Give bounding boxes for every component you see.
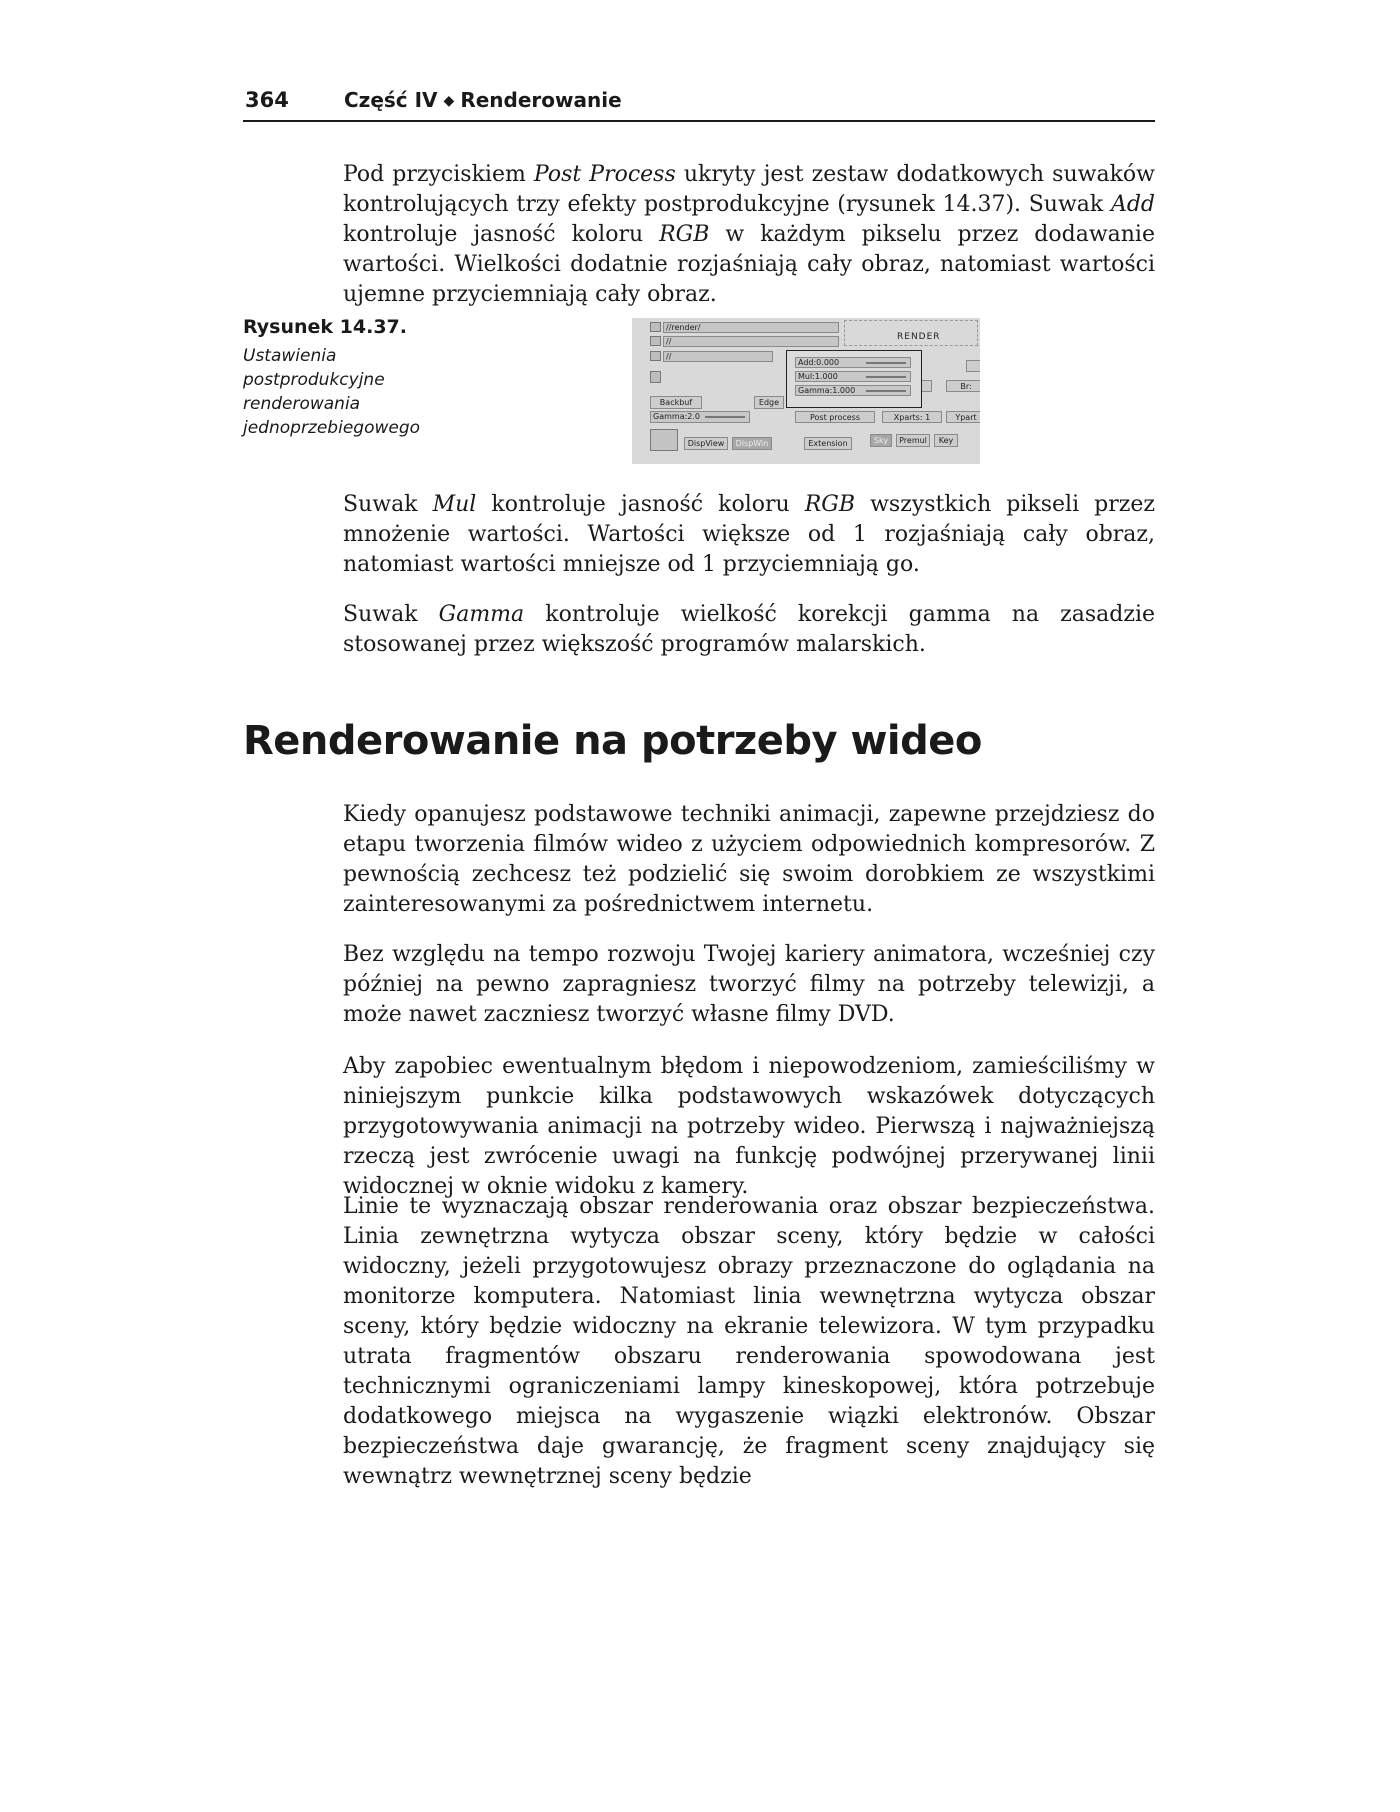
render-label: RENDER: [897, 332, 941, 342]
post-process-button: Post process: [795, 411, 875, 423]
chapter-title: [344, 88, 622, 112]
xparts-field: Xparts: 1: [882, 411, 942, 423]
folder-icon: [650, 351, 661, 361]
paragraph-video-intro: Kiedy opanujesz podstawowe techniki animacji, zapewne przejdziesz do etapu tworzenia filmów wideo z użyciem odpowiednich kompresorów. Z pewnością zechcesz też podzielić się swoim dorobkiem ze wszystkimi zainteresowanymi za pośrednictwem internetu.: [343, 802, 1155, 917]
render-path-field: //render/: [663, 322, 839, 333]
extension-button: Extension: [804, 437, 852, 450]
paragraph-tips: Aby zapobiec ewentualnym błędom i niepowodzeniom, zamieściliśmy w niniejszym punkcie kilka podstawowych wskazówek dotyczących przygotowywania animacji na potrzeby wideo. Pierwszą i najważniejszą rzeczą jest zwrócenie uwagi na funkcję podwójnej przerywanej linii widocznej w oknie widoku z kamery.: [343, 1054, 1155, 1199]
section-label: Renderowanie: [460, 88, 622, 112]
folder-icon: [650, 336, 661, 346]
mini-button-2: [966, 360, 980, 372]
running-header: [243, 84, 1155, 122]
diamond-separator-icon: ◆: [443, 93, 455, 109]
premul-button: Premul: [896, 434, 930, 447]
figure-caption-text: Ustawienia postprodukcyjne renderowania jednoprzebiegowego: [243, 346, 421, 438]
ypart-field: Ypart: [946, 411, 980, 423]
folder-icon: [650, 322, 661, 332]
backbuf-button: Backbuf: [650, 396, 702, 409]
edge-button: Edge: [754, 396, 784, 409]
key-button: Key: [934, 434, 958, 447]
post-process-popup: [786, 350, 922, 408]
dispwin-button: DispWin: [732, 437, 772, 450]
paragraph-gamma: Suwak Gamma kontroluje wielkość korekcji gamma na zasadzie stosowanej przez większość programów malarskich.: [343, 602, 1155, 657]
gamma-slider: Gamma:2.0: [650, 411, 750, 423]
paragraph-mul: Suwak Mul kontroluje jasność koloru RGB wszystkich pikseli przez mnożenie wartości. Wartości większe od 1 rozjaśniają cały obraz, natomiast wartości mniejsze od 1 przyciemniają go.: [343, 492, 1155, 577]
page-number: 364: [245, 88, 289, 112]
paragraph-career: Bez względu na tempo rozwoju Twojej kariery animatora, wcześniej czy później na pewno zapragniesz tworzyć filmy na potrzeby telewizji, a może nawet zaczniesz tworzyć własne filmy DVD.: [343, 942, 1155, 1027]
chapter-label: Część IV: [344, 88, 438, 112]
toggle-icon: [650, 371, 661, 383]
grid-icon: [650, 429, 678, 451]
dispview-button: DispView: [684, 437, 728, 450]
add-slider: Add:0.000: [795, 357, 911, 368]
path-field-2: //: [663, 336, 839, 347]
path-field-3: //: [663, 351, 773, 362]
gamma-popup-slider: Gamma:1.000: [795, 385, 911, 396]
figure-caption: [243, 316, 453, 440]
figure-caption-title: Rysunek 14.37.: [243, 316, 407, 338]
render-panel-figure: [632, 318, 980, 464]
mul-slider: Mul:1.000: [795, 371, 911, 382]
paragraph-safe-area: Linie te wyznaczają obszar renderowania oraz obszar bezpieczeństwa. Linia zewnętrzna wytycza obszar sceny, który będzie w całości widoczny, jeżeli przygotowujesz obrazy przeznaczone do oglądania na monitorze komputera. Natomiast linia wewnętrzna wytycza obszar sceny, który będzie widoczny na ekranie telewizora. W tym przypadku utrata fragmentów obszaru renderowania spowodowana jest technicznymi ograniczeniami lampy kineskopowej, która potrzebuje dodatkowego miejsca na wygaszenie wiązki elektronów. Obszar bezpieczeństwa daje gwarancję, że fragment sceny znajdujący się wewnątrz wewnętrznej sceny będzie: [343, 1194, 1155, 1489]
br-field: Br:: [946, 380, 980, 392]
sky-button: Sky: [870, 434, 892, 447]
section-heading: Renderowanie na potrzeby wideo: [243, 718, 982, 764]
paragraph-post-process: Pod przyciskiem Post Process ukryty jest zestaw dodatkowych suwaków kontrolujących trzy efekty postprodukcyjne (rysunek 14.37). Suwak Add kontroluje jasność koloru RGB w każdym pikselu przez dodawanie wartości. Wielkości dodatnie rozjaśniają cały obraz, natomiast wartości ujemne przyciemniają cały obraz.: [343, 162, 1155, 307]
